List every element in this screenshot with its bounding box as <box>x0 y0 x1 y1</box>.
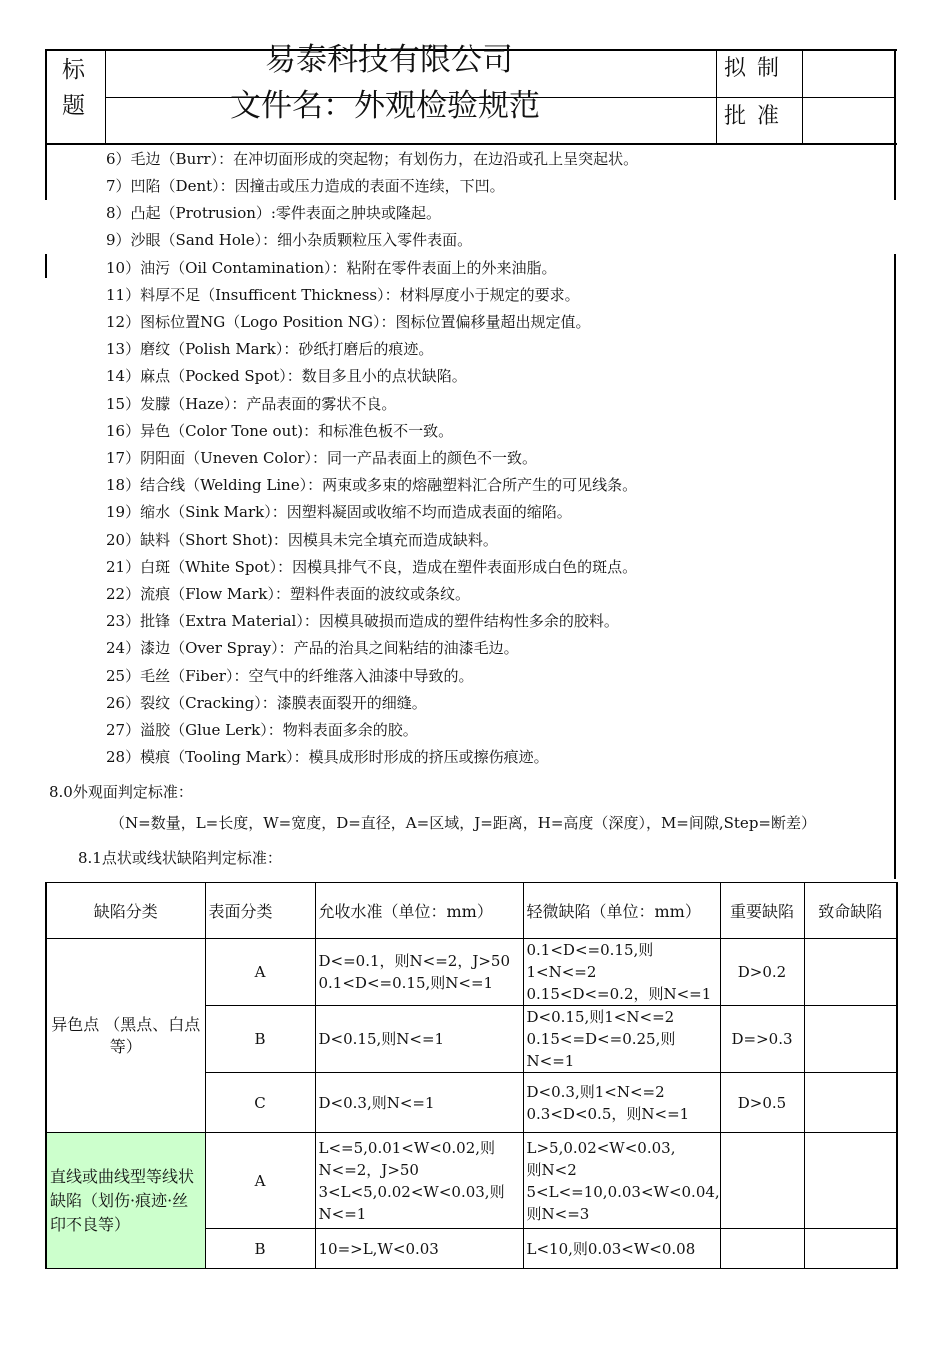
accept-line: N<=1 <box>318 1204 367 1223</box>
column-header-minor-defect: 轻微缺陷（单位：mm） <box>523 883 720 939</box>
definition-item: 21）白斑（White Spot）：因模具排气不良，造成在塑件表面形成白色的斑点。 <box>106 558 638 576</box>
definition-item: 17）阴阳面（Uneven Color）：同一产品表面上的颜色不一致。 <box>106 449 538 467</box>
section-subtitle: 8.1点状或线状缺陷判定标准： <box>78 849 282 867</box>
major-defect <box>720 1133 804 1229</box>
definition-item: 14）麻点（Pocked Spot）：数目多且小的点状缺陷。 <box>106 367 467 385</box>
definition-item: 7）凹陷（Dent）：因撞击或压力造成的表面不连续，下凹。 <box>106 177 505 195</box>
column-header-fatal-defect: 致命缺陷 <box>804 883 897 939</box>
minor-line: 0.15<D<=0.2，则N<=1 <box>526 985 712 1003</box>
definition-item: 26）裂纹（Cracking）：漆膜表面裂开的细缝。 <box>106 694 427 712</box>
column-header-defect-class: 缺陷分类 <box>46 883 205 939</box>
left-border-lower <box>45 254 47 278</box>
definition-item: 25）毛丝（Fiber）：空气中的纤维落入油漆中导致的。 <box>106 667 474 685</box>
fatal-defect <box>804 1133 897 1229</box>
accept-level <box>315 1006 523 1073</box>
definition-item: 22）流痕（Flow Mark）：塑料件表面的波纹或条纹。 <box>106 585 470 603</box>
defect-category: 直线或曲线型等线状缺陷（划伤·痕迹·丝印不良等） <box>46 1133 205 1269</box>
right-border-lower <box>894 254 896 879</box>
definition-item: 12）图标位置NG（Logo Position NG）：图标位置偏移量超出规定值。 <box>106 313 591 331</box>
header-title-label-2: 题 <box>62 93 85 119</box>
left-border-upper <box>45 145 47 200</box>
table-row <box>46 1133 897 1229</box>
minor-line: 则N<=3 <box>526 1204 590 1223</box>
minor-line: 0.3<D<0.5，则N<=1 <box>526 1104 690 1123</box>
minor-defect <box>523 1006 720 1073</box>
defect-category: 异色点 （黑点、白点等） <box>46 939 205 1133</box>
minor-defect <box>523 1073 720 1133</box>
definition-item: 11）料厚不足（Insufficent Thickness）：材料厚度小于规定的要求。 <box>106 286 580 304</box>
accept-line: N<=2，J>50 <box>318 1160 419 1179</box>
definition-item: 9）沙眼（Sand Hole）：细小杂质颗粒压入零件表面。 <box>106 231 473 249</box>
accept-level <box>315 1133 523 1229</box>
accept-level <box>315 939 523 1006</box>
document-name: 文件名：外观检验规范 <box>230 88 540 124</box>
fatal-defect <box>804 1006 897 1073</box>
right-border-upper <box>894 145 896 200</box>
minor-line: L<10,则0.03<W<0.08 <box>526 1239 696 1258</box>
approved-label: 批 准 <box>724 104 781 129</box>
column-header-accept-level: 允收水准（单位：mm） <box>315 883 523 939</box>
definition-item: 15）发朦（Haze）：产品表面的雾状不良。 <box>106 395 397 413</box>
major-defect: D>0.2 <box>720 939 804 1006</box>
surface-class: A <box>205 939 315 1006</box>
minor-defect <box>523 939 720 1006</box>
table-header-row <box>46 883 897 939</box>
definition-item: 8）凸起（Protrusion）:零件表面之肿块或隆起。 <box>106 204 441 222</box>
major-defect <box>720 1229 804 1269</box>
major-defect: D=>0.3 <box>720 1006 804 1073</box>
minor-line: 5<L<=10,0.03<W<0.04, <box>526 1182 720 1201</box>
minor-defect <box>523 1229 720 1269</box>
surface-class: C <box>205 1073 315 1133</box>
accept-line: 3<L<5,0.02<W<0.03,则 <box>318 1182 505 1201</box>
definition-item: 13）磨纹（Polish Mark）：砂纸打磨后的痕迹。 <box>106 340 434 358</box>
definition-item: 18）结合线（Welding Line）：两束或多束的熔融塑料汇合所产生的可见线条。 <box>106 476 638 494</box>
definition-item: 16）异色（Color Tone out)：和标准色板不一致。 <box>106 422 454 440</box>
minor-line: 0.15<=D<=0.25,则N<=1 <box>526 1030 676 1070</box>
minor-defect <box>523 1133 720 1229</box>
definition-item: 27）溢胶（Glue Lerk）：物料表面多余的胶。 <box>106 721 418 739</box>
accept-line: L<=5,0.01<W<0.02,则 <box>318 1138 496 1157</box>
surface-class: A <box>205 1133 315 1229</box>
surface-class: B <box>205 1229 315 1269</box>
fatal-defect <box>804 939 897 1006</box>
minor-line: D<0.3,则1<N<=2 <box>526 1082 665 1101</box>
column-header-surface-class: 表面分类 <box>205 883 315 939</box>
definition-item: 6）毛边（Burr）：在冲切面形成的突起物；有划伤力，在边沿或孔上呈突起状。 <box>106 150 639 168</box>
accept-line: D<=0.1，则N<=2，J>50 <box>318 952 510 970</box>
abbreviation-legend: （N=数量，L=长度，W=宽度，D=直径，A=区域，J=距离，H=高度（深度），M=间隙,Step=断差） <box>110 814 816 832</box>
definition-item: 24）漆边（Over Spray）：产品的治具之间粘结的油漆毛边。 <box>106 639 519 657</box>
fatal-defect <box>804 1229 897 1269</box>
header-title-label-1: 标 <box>62 57 85 83</box>
accept-level <box>315 1229 523 1269</box>
definition-item: 23）批锋（Extra Material）：因模具破损而造成的塑件结构性多余的胶料。 <box>106 612 619 630</box>
section-title: 8.0外观面判定标准： <box>49 783 193 801</box>
company-name: 易泰科技有限公司 <box>265 42 513 78</box>
minor-line: 则N<2 <box>526 1160 577 1179</box>
minor-line: 0.1<D<=0.15,则1<N<=2 <box>526 941 654 981</box>
definition-item: 19）缩水（Sink Mark）：因塑料凝固或收缩不均而造成表面的缩陷。 <box>106 503 572 521</box>
accept-line: 0.1<D<=0.15,则N<=1 <box>318 974 494 992</box>
table-row <box>46 939 897 1006</box>
accept-level <box>315 1073 523 1133</box>
accept-line: D<0.15,则N<=1 <box>318 1030 445 1048</box>
definition-item: 20）缺料（Short Shot)：因模具未完全填充而造成缺料。 <box>106 531 498 549</box>
defect-criteria-table <box>45 882 898 1269</box>
minor-line: L>5,0.02<W<0.03, <box>526 1138 676 1157</box>
surface-class: B <box>205 1006 315 1073</box>
column-header-major-defect: 重要缺陷 <box>720 883 804 939</box>
drafted-label: 拟 制 <box>724 56 781 81</box>
accept-line: D<0.3,则N<=1 <box>318 1093 435 1112</box>
definition-item: 28）模痕（Tooling Mark）：模具成形时形成的挤压或擦伤痕迹。 <box>106 748 549 766</box>
fatal-defect <box>804 1073 897 1133</box>
major-defect: D>0.5 <box>720 1073 804 1133</box>
definition-item: 10）油污（Oil Contamination）：粘附在零件表面上的外来油脂。 <box>106 259 557 277</box>
accept-line: 10=>L,W<0.03 <box>318 1239 439 1258</box>
minor-line: D<0.15,则1<N<=2 <box>526 1008 675 1026</box>
